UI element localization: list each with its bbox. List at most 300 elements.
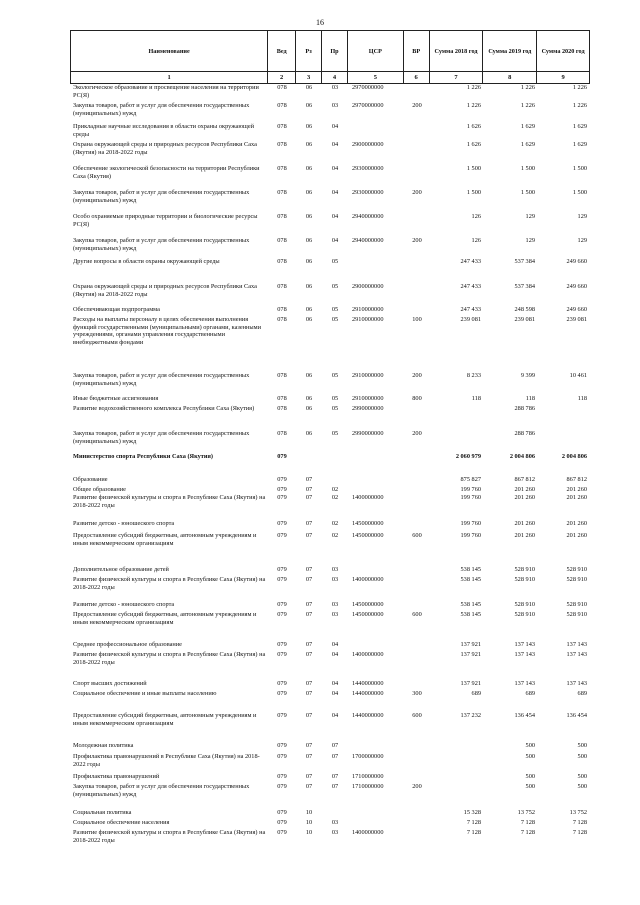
cell-pr	[322, 453, 348, 461]
col-num-3: 3	[296, 72, 322, 83]
cell-rz: 06	[305, 84, 313, 91]
table-row	[70, 742, 590, 750]
cell-ved: 079	[277, 690, 287, 697]
cell-csr: 2900000000	[352, 141, 384, 148]
cell-s19: 7 128	[520, 819, 535, 826]
cell-vr	[404, 641, 430, 649]
cell-s19: 137 143	[514, 651, 535, 658]
cell-s19: 528 910	[514, 576, 535, 583]
cell-name: Социальное обеспечение и иные выплаты населению	[73, 690, 217, 697]
cell-pr	[322, 476, 348, 484]
table-row	[70, 641, 590, 649]
cell-s19: 201 260	[514, 520, 535, 527]
cell-rz: 07	[305, 486, 313, 493]
cell-csr: 1450000000	[352, 520, 384, 527]
cell-ved: 078	[277, 405, 287, 412]
cell-s20: 528 910	[566, 611, 587, 618]
cell-vr	[404, 601, 430, 609]
cell-s19: 528 910	[514, 566, 535, 573]
cell-ved: 079	[277, 753, 287, 760]
cell-pr: 03	[331, 601, 339, 608]
cell-vr: 200	[412, 237, 422, 244]
cell-name: Социальное обеспечение населения	[73, 819, 170, 826]
cell-name: Профилактика правонарушений	[73, 773, 160, 780]
cell-ved: 078	[277, 306, 287, 313]
cell-pr: 05	[331, 372, 339, 379]
cell-pr: 03	[331, 566, 339, 573]
cell-csr: 1710000000	[352, 783, 384, 790]
cell-s18: 2 060 979	[455, 453, 481, 460]
cell-vr	[404, 123, 430, 138]
cell-ved: 079	[277, 641, 287, 648]
cell-vr: 100	[412, 316, 422, 323]
cell-csr: 2990000000	[352, 405, 384, 412]
cell-csr: 2940000000	[352, 237, 384, 244]
cell-ved: 078	[277, 189, 287, 196]
cell-vr	[404, 213, 430, 228]
cell-pr: 03	[331, 84, 339, 91]
cell-name: Закупка товаров, работ и услуг для обеспечения государственных (муниципальных) нужд	[73, 102, 250, 117]
cell-ved: 078	[277, 213, 287, 220]
table-row	[70, 566, 590, 574]
cell-name: Развитие физической культуры и спорта в Республике Саха (Якутия) на 2018-2022 годы	[73, 494, 266, 509]
table-row	[70, 306, 590, 314]
table-row	[70, 809, 590, 817]
cell-csr	[348, 476, 404, 484]
table-row	[70, 494, 590, 509]
cell-pr: 04	[331, 651, 339, 658]
cell-name: Закупка товаров, работ и услуг для обеспечения государственных (муниципальных) нужд	[73, 372, 250, 387]
cell-ved: 078	[277, 84, 287, 91]
table-row	[70, 819, 590, 827]
cell-ved: 079	[277, 809, 287, 816]
cell-csr: 2910000000	[352, 316, 384, 323]
column-numbers	[70, 72, 590, 84]
table-row	[70, 753, 590, 768]
cell-vr: 600	[412, 611, 422, 618]
table-row	[70, 783, 590, 798]
table-row	[70, 258, 590, 266]
cell-pr: 05	[331, 405, 339, 412]
cell-rz: 06	[305, 237, 313, 244]
table-row	[70, 520, 590, 528]
cell-pr: 07	[331, 753, 339, 760]
header-sum-2019: Сумма 2019 год	[483, 31, 537, 71]
cell-s19: 7 128	[520, 829, 535, 836]
cell-s18: 1 626	[466, 123, 481, 130]
col-num-8: 8	[483, 72, 537, 83]
cell-s20: 137 143	[566, 680, 587, 687]
cell-name: Экологическое образование и просвещение населения на территории РС(Я)	[73, 84, 259, 99]
cell-s19: 136 454	[514, 712, 535, 719]
cell-s20: 249 660	[566, 283, 587, 290]
cell-vr: 300	[412, 690, 422, 697]
cell-csr: 1440000000	[352, 680, 384, 687]
cell-csr: 1440000000	[352, 712, 384, 719]
cell-csr: 2990000000	[352, 430, 384, 437]
cell-csr: 2910000000	[352, 372, 384, 379]
cell-s19: 9 399	[520, 372, 535, 379]
cell-name: Образование	[73, 476, 108, 483]
cell-name: Дополнительное образование детей	[73, 566, 169, 573]
cell-s18	[430, 753, 484, 768]
cell-s18: 137 921	[460, 680, 481, 687]
header-pr: Пр	[322, 31, 348, 71]
cell-pr: 02	[331, 532, 339, 539]
cell-name: Предоставление субсидий бюджетным, автономным учреждениям и иным некоммерческим организациям	[73, 712, 257, 727]
cell-s20: 249 660	[566, 258, 587, 265]
cell-vr	[404, 742, 430, 750]
cell-rz: 10	[305, 829, 313, 836]
cell-csr	[348, 819, 404, 827]
cell-s18	[430, 430, 484, 445]
cell-rz: 06	[305, 316, 313, 323]
cell-csr: 2910000000	[352, 395, 384, 402]
cell-s20	[538, 430, 590, 445]
cell-ved: 079	[277, 712, 287, 719]
cell-ved: 079	[277, 680, 287, 687]
cell-s20: 867 812	[566, 476, 587, 483]
cell-ved: 078	[277, 395, 287, 402]
cell-s20: 1 500	[572, 189, 587, 196]
cell-pr: 04	[331, 680, 339, 687]
table-row	[70, 651, 590, 666]
cell-vr: 200	[412, 430, 422, 437]
cell-s20: 1 629	[572, 123, 587, 130]
cell-s20: 129	[577, 237, 587, 244]
cell-ved: 078	[277, 123, 287, 130]
cell-name: Закупка товаров, работ и услуг для обеспечения государственных (муниципальных) нужд	[73, 783, 250, 798]
table-row	[70, 395, 590, 403]
cell-rz: 07	[305, 494, 313, 501]
cell-s19: 1 226	[520, 102, 535, 109]
cell-ved: 079	[277, 651, 287, 658]
cell-ved: 078	[277, 141, 287, 148]
cell-s18: 538 145	[460, 601, 481, 608]
cell-s19: 137 143	[514, 680, 535, 687]
cell-s19: 288 786	[514, 405, 535, 412]
cell-s19: 201 260	[514, 494, 535, 501]
cell-s18	[430, 783, 484, 798]
cell-ved: 079	[277, 532, 287, 539]
cell-csr: 2930000000	[352, 165, 384, 172]
cell-s18: 538 145	[460, 611, 481, 618]
cell-name: Развитие детско - юношеского спорта	[73, 601, 175, 608]
cell-s18: 1 226	[466, 84, 481, 91]
cell-s19: 248 598	[514, 306, 535, 313]
cell-s20: 500	[577, 773, 587, 780]
cell-ved: 079	[277, 783, 287, 790]
cell-s20: 10 461	[569, 372, 587, 379]
cell-name: Развитие водохозяйственного комплекса Республики Саха (Якутия)	[73, 405, 255, 412]
cell-pr: 04	[331, 165, 339, 172]
cell-pr: 04	[331, 712, 339, 719]
cell-pr: 05	[331, 306, 339, 313]
cell-s18: 538 145	[460, 566, 481, 573]
col-num-5: 5	[348, 72, 404, 83]
budget-table	[70, 30, 590, 844]
cell-name: Обеспечивающая подпрограмма	[73, 306, 160, 313]
cell-name: Министерство спорта Республики Саха (Якутия)	[73, 453, 214, 460]
cell-pr: 03	[331, 611, 339, 618]
cell-ved: 078	[277, 258, 287, 265]
cell-rz: 06	[305, 213, 313, 220]
cell-csr: 2930000000	[352, 189, 384, 196]
table-row	[70, 84, 590, 99]
cell-s20: 129	[577, 213, 587, 220]
cell-s19: 500	[525, 783, 535, 790]
header-rz: Рз	[296, 31, 322, 71]
cell-s19: 500	[525, 742, 535, 749]
cell-s18: 247 433	[460, 306, 481, 313]
col-num-7: 7	[430, 72, 484, 83]
cell-rz: 06	[305, 372, 313, 379]
cell-ved: 079	[277, 494, 287, 501]
cell-s18: 137 921	[460, 651, 481, 658]
cell-name: Обеспечение экологической безопасности на территории Республики Саха (Якутия)	[73, 165, 260, 180]
table-row	[70, 601, 590, 609]
cell-pr: 05	[331, 258, 339, 265]
header-sum-2020: Сумма 2020 год	[541, 47, 585, 55]
cell-rz: 06	[305, 430, 313, 437]
table-row	[70, 486, 590, 494]
cell-vr	[404, 773, 430, 781]
cell-name: Прикладные научные исследования в области охраны окружающей среды	[73, 123, 255, 138]
cell-s20: 2 004 806	[561, 453, 587, 460]
cell-s20: 1 500	[572, 165, 587, 172]
cell-pr: 07	[331, 783, 339, 790]
page-number: 16	[316, 18, 324, 27]
cell-name: Охрана окружающей среды и природных ресурсов Республики Саха (Якутия) на 2018-2022 годы	[73, 283, 257, 298]
cell-vr: 800	[412, 395, 422, 402]
table-row	[70, 141, 590, 156]
cell-csr: 1450000000	[352, 611, 384, 618]
cell-rz: 07	[305, 690, 313, 697]
cell-vr: 600	[412, 712, 422, 719]
cell-csr: 2970000000	[352, 84, 384, 91]
cell-rz: 07	[305, 520, 313, 527]
cell-vr	[404, 651, 430, 666]
cell-ved: 078	[277, 237, 287, 244]
table-row	[70, 283, 590, 298]
cell-s18	[430, 742, 484, 750]
table-row	[70, 102, 590, 117]
cell-s18: 15 328	[463, 809, 481, 816]
cell-name: Закупка товаров, работ и услуг для обеспечения государственных (муниципальных) нужд	[73, 237, 250, 252]
col-num-6: 6	[404, 72, 430, 83]
cell-ved: 079	[277, 566, 287, 573]
cell-csr: 2940000000	[352, 213, 384, 220]
table-row	[70, 316, 590, 346]
col-num-2: 2	[268, 72, 296, 83]
cell-csr	[348, 809, 404, 817]
table-row	[70, 213, 590, 228]
cell-s19: 118	[525, 395, 535, 402]
cell-s20: 239 081	[566, 316, 587, 323]
cell-vr	[404, 486, 430, 494]
cell-s18: 1 226	[466, 102, 481, 109]
cell-pr: 05	[331, 283, 339, 290]
cell-s20: 500	[577, 783, 587, 790]
cell-rz: 06	[305, 283, 313, 290]
cell-s20: 528 910	[566, 566, 587, 573]
cell-s19: 1 629	[520, 141, 535, 148]
cell-csr: 1400000000	[352, 576, 384, 583]
cell-csr: 1450000000	[352, 601, 384, 608]
cell-name: Закупка товаров, работ и услуг для обеспечения государственных (муниципальных) нужд	[73, 430, 250, 445]
cell-s18: 199 760	[460, 486, 481, 493]
cell-s20: 689	[577, 690, 587, 697]
cell-s19: 500	[525, 773, 535, 780]
cell-s18: 126	[471, 213, 481, 220]
cell-csr: 2970000000	[352, 102, 384, 109]
cell-s20: 7 128	[572, 819, 587, 826]
cell-rz: 06	[305, 141, 313, 148]
cell-s18	[430, 773, 484, 781]
cell-ved: 078	[277, 372, 287, 379]
cell-ved: 079	[277, 576, 287, 583]
cell-s20: 500	[577, 753, 587, 760]
cell-pr: 07	[331, 742, 339, 749]
cell-rz: 06	[305, 306, 313, 313]
header-sum-2018: Сумма 2018 год	[430, 31, 484, 71]
cell-s18: 199 760	[460, 520, 481, 527]
cell-rz: 06	[305, 189, 313, 196]
cell-pr: 04	[331, 189, 339, 196]
cell-pr: 05	[331, 395, 339, 402]
cell-rz: 07	[305, 641, 313, 648]
cell-rz: 06	[305, 165, 313, 172]
cell-csr	[348, 123, 404, 138]
cell-ved: 079	[277, 829, 287, 836]
cell-s19: 537 384	[514, 258, 535, 265]
cell-pr: 02	[331, 486, 339, 493]
header-csr: ЦСР	[348, 31, 404, 71]
cell-rz: 07	[305, 611, 313, 618]
cell-vr	[404, 520, 430, 528]
cell-pr: 07	[331, 773, 339, 780]
cell-csr: 1400000000	[352, 651, 384, 658]
cell-vr	[404, 566, 430, 574]
cell-pr: 04	[331, 641, 339, 648]
cell-csr	[348, 258, 404, 266]
table-row	[70, 123, 590, 138]
cell-name: Предоставление субсидий бюджетным, автономным учреждениям и иным некоммерческим организациям	[73, 611, 257, 626]
cell-vr	[404, 809, 430, 817]
cell-name: Общее образование	[73, 486, 126, 493]
cell-vr	[404, 405, 430, 413]
cell-s20: 201 260	[566, 486, 587, 493]
cell-s18: 1 500	[466, 165, 481, 172]
cell-s18: 8 233	[466, 372, 481, 379]
cell-rz: 06	[305, 123, 313, 130]
cell-csr: 1710000000	[352, 773, 384, 780]
cell-s20: 1 226	[572, 102, 587, 109]
table-row	[70, 773, 590, 781]
cell-s20: 1 226	[572, 84, 587, 91]
cell-csr	[348, 641, 404, 649]
cell-rz: 07	[305, 753, 313, 760]
cell-s19: 537 384	[514, 283, 535, 290]
cell-csr: 2900000000	[352, 283, 384, 290]
cell-s20: 7 128	[572, 829, 587, 836]
cell-pr: 02	[331, 494, 339, 501]
cell-vr: 200	[412, 783, 422, 790]
table-row	[70, 690, 590, 698]
cell-name: Предоставление субсидий бюджетным, автономным учреждениям и иным некоммерческим организациям	[73, 532, 257, 547]
cell-name: Среднее профессиональное образование	[73, 641, 182, 648]
cell-vr	[404, 165, 430, 180]
cell-s18: 137 921	[460, 641, 481, 648]
cell-rz: 07	[305, 601, 313, 608]
cell-s18: 239 081	[460, 316, 481, 323]
cell-s20: 528 910	[566, 576, 587, 583]
cell-name: Социальная политика	[73, 809, 132, 816]
table-row	[70, 611, 590, 626]
cell-vr: 600	[412, 532, 422, 539]
cell-s19: 288 786	[514, 430, 535, 437]
cell-s18	[430, 405, 484, 413]
cell-s19: 1 500	[520, 189, 535, 196]
header-name: Наименование	[71, 31, 268, 71]
cell-pr: 04	[331, 141, 339, 148]
table-row	[70, 829, 590, 844]
cell-csr: 2910000000	[352, 306, 384, 313]
table-row	[70, 189, 590, 204]
cell-s18: 1 500	[466, 189, 481, 196]
cell-s19: 137 143	[514, 641, 535, 648]
col-num-4: 4	[322, 72, 348, 83]
cell-ved: 079	[277, 601, 287, 608]
cell-csr	[348, 742, 404, 750]
cell-vr	[404, 476, 430, 484]
cell-rz: 10	[305, 819, 313, 826]
cell-ved: 079	[277, 486, 287, 493]
cell-name: Закупка товаров, работ и услуг для обеспечения государственных (муниципальных) нужд	[73, 189, 250, 204]
cell-rz: 07	[305, 566, 313, 573]
cell-rz: 07	[305, 783, 313, 790]
cell-s19: 129	[525, 237, 535, 244]
cell-rz: 07	[305, 712, 313, 719]
table-row	[70, 680, 590, 688]
cell-s20: 201 260	[566, 494, 587, 501]
cell-name: Развитие физической культуры и спорта в Республике Саха (Якутия) на 2018-2022 годы	[73, 651, 266, 666]
cell-name: Охрана окружающей среды и природных ресурсов Республики Саха (Якутия) на 2018-2022 годы	[73, 141, 257, 156]
cell-name: Особо охраняемые природные территории и биологические ресурсы РС(Я)	[73, 213, 258, 228]
cell-s18: 199 760	[460, 494, 481, 501]
cell-pr: 03	[331, 829, 339, 836]
cell-ved: 079	[277, 773, 287, 780]
cell-s19: 13 752	[517, 809, 535, 816]
cell-csr: 1400000000	[352, 494, 384, 501]
cell-pr	[322, 809, 348, 817]
cell-vr	[404, 283, 430, 298]
cell-vr	[404, 819, 430, 827]
cell-csr: 1450000000	[352, 532, 384, 539]
cell-vr	[404, 753, 430, 768]
cell-pr: 04	[331, 123, 339, 130]
table-row	[70, 405, 590, 413]
col-num-9: 9	[561, 74, 565, 81]
table-row	[70, 532, 590, 547]
table-row	[70, 576, 590, 591]
table-row	[70, 165, 590, 180]
cell-pr: 04	[331, 690, 339, 697]
cell-s20: 13 752	[569, 809, 587, 816]
cell-s20: 137 143	[566, 651, 587, 658]
cell-s19: 239 081	[514, 316, 535, 323]
cell-vr	[404, 829, 430, 844]
